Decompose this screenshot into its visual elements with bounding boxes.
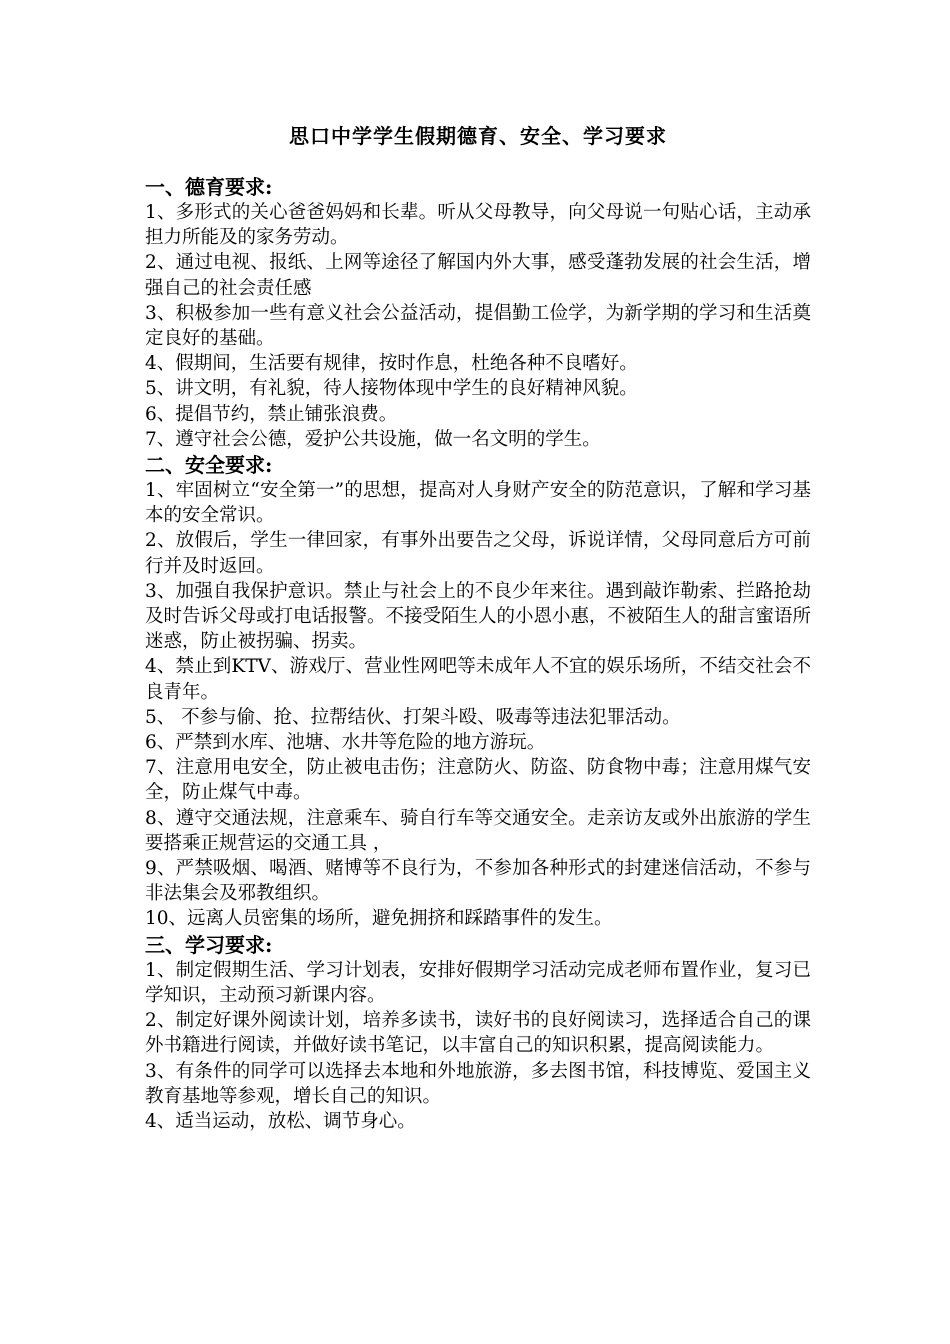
list-item: 9、严禁吸烟、喝酒、赌博等不良行为，不参加各种形式的封建迷信活动，不参与非法集会及邪教组织。 (145, 858, 811, 905)
section-heading: 三、学习要求: (145, 932, 273, 957)
list-item: 6、提倡节约，禁止铺张浪费。 (145, 403, 398, 425)
list-item: 5、讲文明，有礼貌，待人接物体现中学生的良好精神风貌。 (145, 378, 638, 400)
list-item: 3、积极参加一些有意义社会公益活动，提倡勤工俭学，为新学期的学习和生活奠定良好的基础。 (145, 302, 811, 350)
document-title: 思口中学学生假期德育、安全、学习要求 (289, 124, 667, 148)
section-heading: 一、德育要求: (145, 175, 273, 199)
list-item: 4、适当运动，放松、调节身心。 (145, 1110, 416, 1132)
list-item: 10、远离人员密集的场所，避免拥挤和踩踏事件的发生。 (145, 908, 613, 930)
list-item: 1、牢固树立“安全第一”的思想，提高对人身财产安全的防范意识，了解和学习基本的安全常识。 (145, 480, 811, 527)
list-item: 4、禁止到KTV、游戏厅、营业性网吧等未成年人不宜的娱乐场所，不结交社会不良青年。 (145, 656, 811, 703)
list-item: 7、遵守社会公德，爱护公共设施，做一名文明的学生。 (145, 428, 601, 450)
section-moral-education (145, 174, 811, 452)
list-item: 5、 不参与偷、抢、拉帮结伙、打架斗殴、吸毒等违法犯罪活动。 (145, 706, 681, 728)
section-study (145, 932, 811, 1134)
list-item: 1、制定假期生活、学习计划表，安排好假期学习活动完成老师布置作业，复习已学知识，主动预习新课内容。 (145, 959, 811, 1006)
list-item: 3、加强自我保护意识。禁止与社会上的不良少年来往。遇到敲诈勒索、拦路抢劫及时告诉父母或打电话报警。不接受陌生人的小恩小惠，不被陌生人的甜言蜜语所迷惑，防止被拐骗、拐卖。 (145, 580, 812, 653)
list-item: 1、多形式的关心爸爸妈妈和长辈。听从父母教导，向父母说一句贴心话，主动承担力所能及的家务劳动。 (145, 202, 811, 249)
list-item: 6、严禁到水库、池塘、水井等危险的地方游玩。 (145, 732, 546, 754)
list-item: 2、放假后，学生一律回家，有事外出要告之父母，诉说详情，父母同意后方可前行并及时返回。 (145, 530, 811, 577)
list-item: 7、注意用电安全，防止被电击伤；注意防火、防盗、防食物中毒；注意用煤气安全，防止煤气中毒。 (145, 757, 811, 804)
document-page (145, 118, 811, 1134)
list-item: 4、假期间，生活要有规律，按时作息，杜绝各种不良嗜好。 (145, 353, 638, 375)
list-item: 8、遵守交通法规，注意乘车、骑自行车等交通安全。走亲访友或外出旅游的学生要搭乘正规营运的交通工具 ， (145, 807, 811, 854)
section-heading: 二、安全要求: (145, 453, 273, 478)
list-item: 2、通过电视、报纸、上网等途径了解国内外大事，感受蓬勃发展的社会生活，增强自己的社会责任感 (145, 252, 811, 299)
section-safety (145, 452, 811, 932)
list-item: 2、制定好课外阅读计划，培养多读书，读好书的良好阅读习，选择适合自己的课外书籍进行阅读，并做好读书笔记，以丰富自己的知识积累，提高阅读能力。 (145, 1010, 811, 1057)
list-item: 3、有条件的同学可以选择去本地和外地旅游，多去图书馆，科技博览、爱国主义教育基地等参观，增长自己的知识。 (145, 1060, 811, 1107)
